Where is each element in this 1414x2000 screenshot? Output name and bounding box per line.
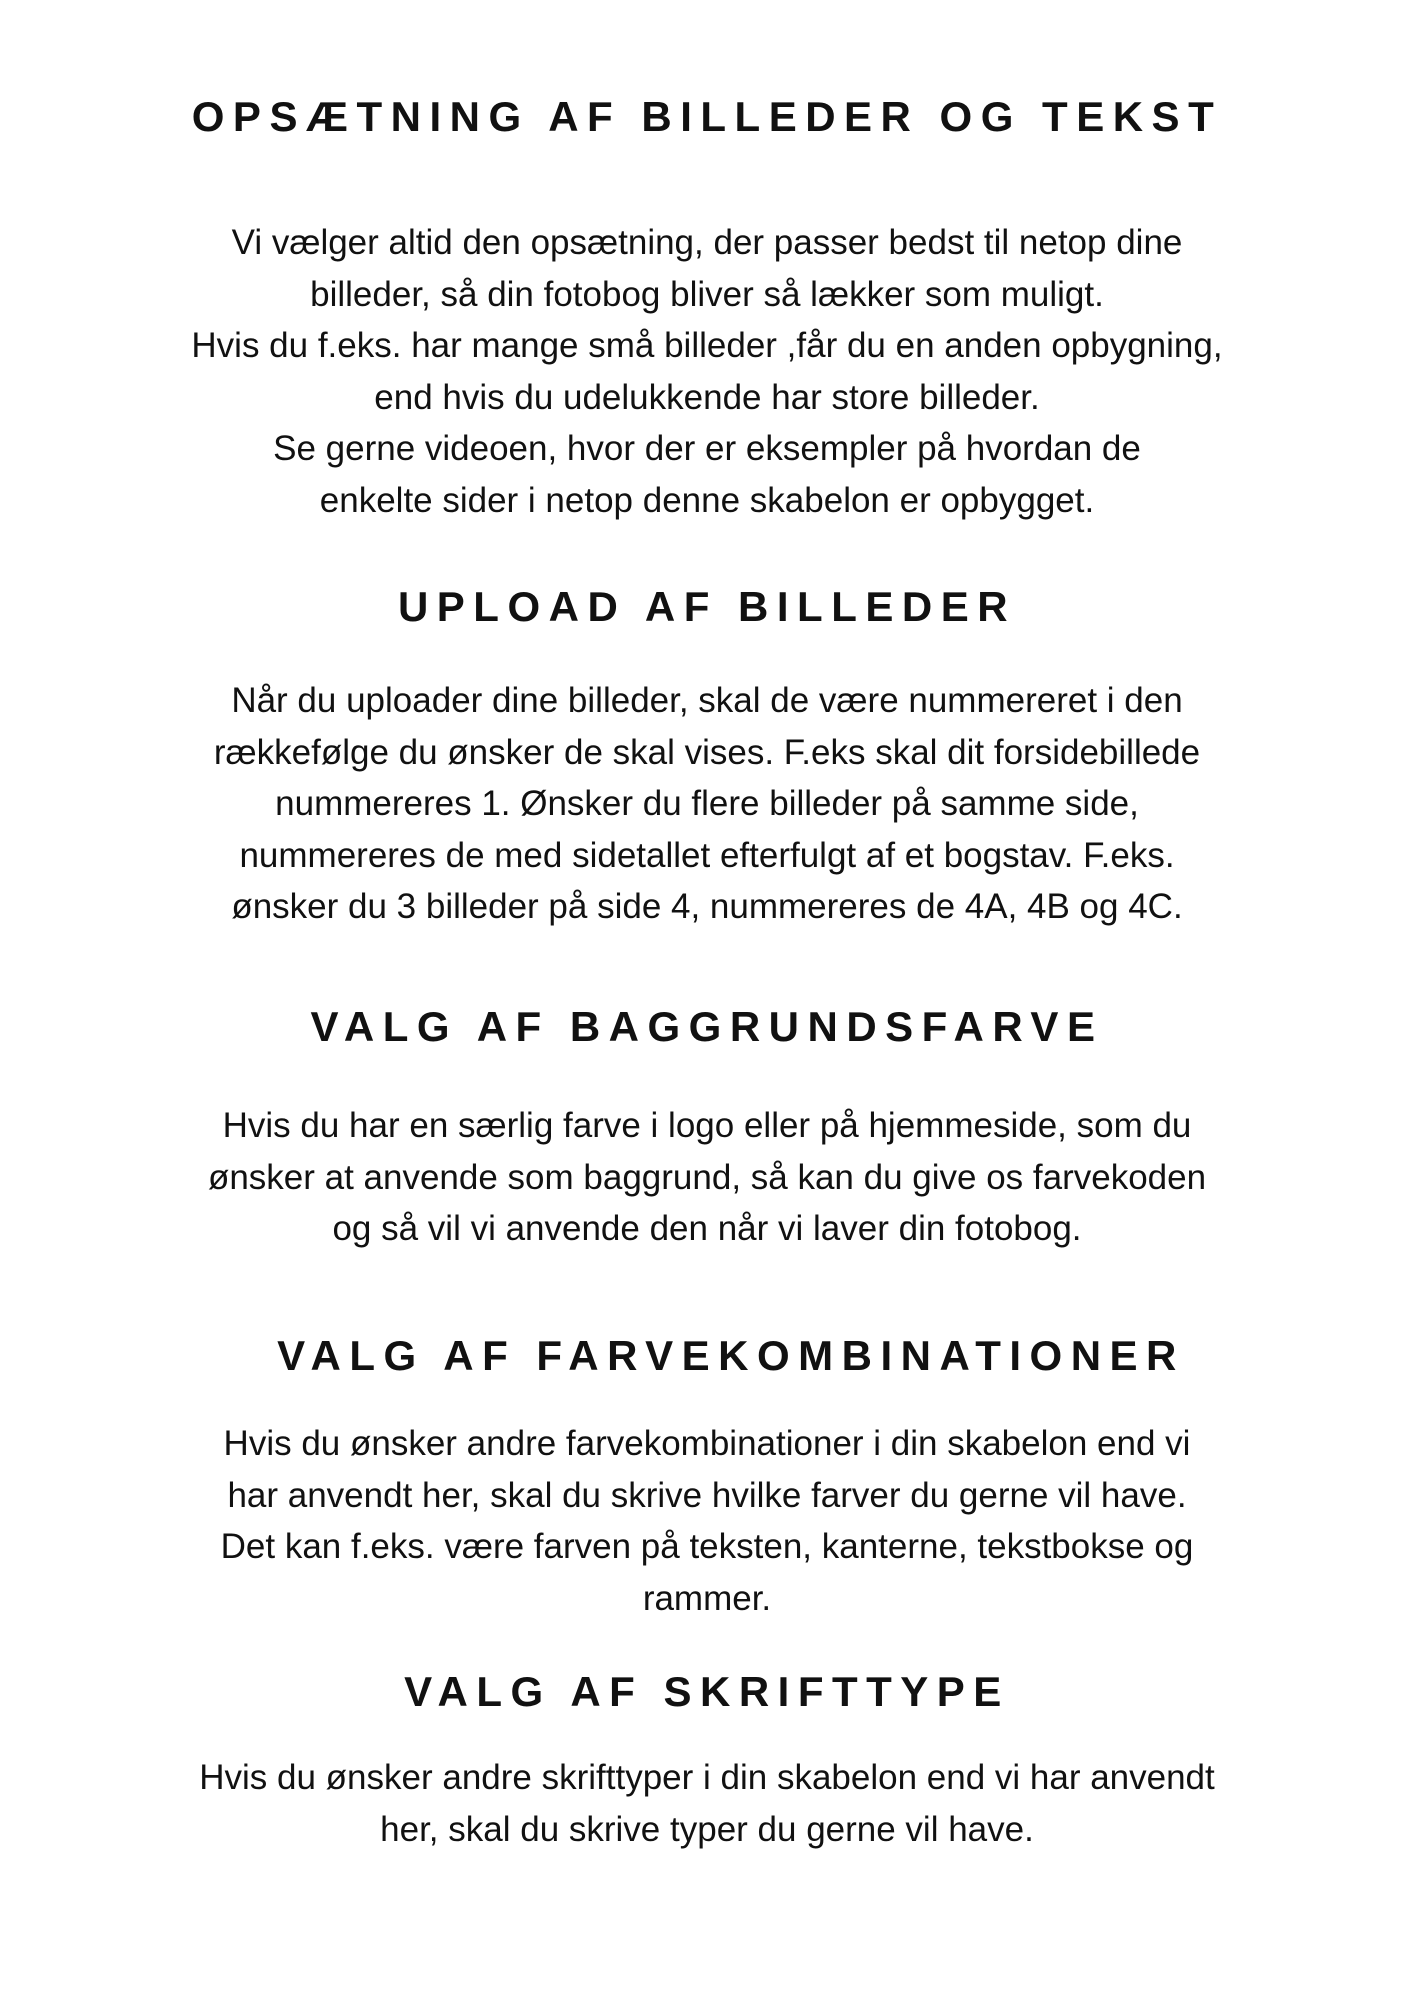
body-line: her, skal du skrive typer du gerne vil have.: [380, 1809, 1034, 1849]
body-line: Vi vælger altid den opsætning, der passer bedst til netop dine: [231, 223, 1183, 262]
section-heading-font: VALG AF SKRIFTTYPE: [404, 1668, 1010, 1715]
body-line: ønsker at anvende som baggrund, så kan du give os farvekoden: [207, 1157, 1207, 1197]
body-line: rækkefølge du ønsker de skal vises. F.eks skal dit forsidebillede: [213, 732, 1201, 772]
body-line: rammer.: [642, 1578, 772, 1618]
section-heading-color-combinations: VALG AF FARVEKOMBINATIONER: [277, 1332, 1185, 1379]
body-line: og så vil vi anvende den når vi laver din fotobog.: [332, 1209, 1082, 1248]
body-line: billeder, så din fotobog bliver så lækker som muligt.: [310, 274, 1104, 314]
section-body-font: [0, 1752, 1414, 1855]
body-line: end hvis du udelukkende har store billeder.: [374, 377, 1040, 417]
body-line: har anvendt her, skal du skrive hvilke farver du gerne vil have.: [227, 1475, 1187, 1515]
body-line: Når du uploader dine billeder, skal de være nummereret i den: [231, 681, 1183, 720]
section-heading-upload: UPLOAD AF BILLEDER: [397, 583, 1017, 630]
section-body-background-color: [0, 1100, 1414, 1255]
section-heading-background-color: VALG AF BAGGRUNDSFARVE: [310, 1003, 1104, 1050]
body-line: Hvis du har en særlig farve i logo eller på hjemmeside, som du: [222, 1106, 1192, 1145]
body-line: nummereres 1. Ønsker du flere billeder på samme side,: [275, 784, 1139, 823]
body-line: Se gerne videoen, hvor der er eksempler på hvordan de: [273, 429, 1141, 468]
body-line: Hvis du f.eks. har mange små billeder ,får du en anden opbygning,: [191, 326, 1223, 365]
section-heading-layout: OPSÆTNING AF BILLEDER OG TEKST: [191, 93, 1223, 140]
body-line: Hvis du ønsker andre farvekombinationer i din skabelon end vi: [223, 1424, 1191, 1463]
body-line: nummereres de med sidetallet efterfulgt af et bogstav. F.eks.: [239, 835, 1175, 875]
section-body-upload: [0, 675, 1414, 933]
section-body-color-combinations: [0, 1418, 1414, 1624]
body-line: enkelte sider i netop denne skabelon er opbygget.: [319, 480, 1095, 520]
body-line: Hvis du ønsker andre skrifttyper i din skabelon end vi har anvendt: [199, 1758, 1215, 1797]
body-line: ønsker du 3 billeder på side 4, nummereres de 4A, 4B og 4C.: [231, 887, 1183, 926]
body-line: Det kan f.eks. være farven på teksten, kanterne, tekstbokse og: [220, 1527, 1194, 1566]
section-body-layout: [0, 217, 1414, 526]
